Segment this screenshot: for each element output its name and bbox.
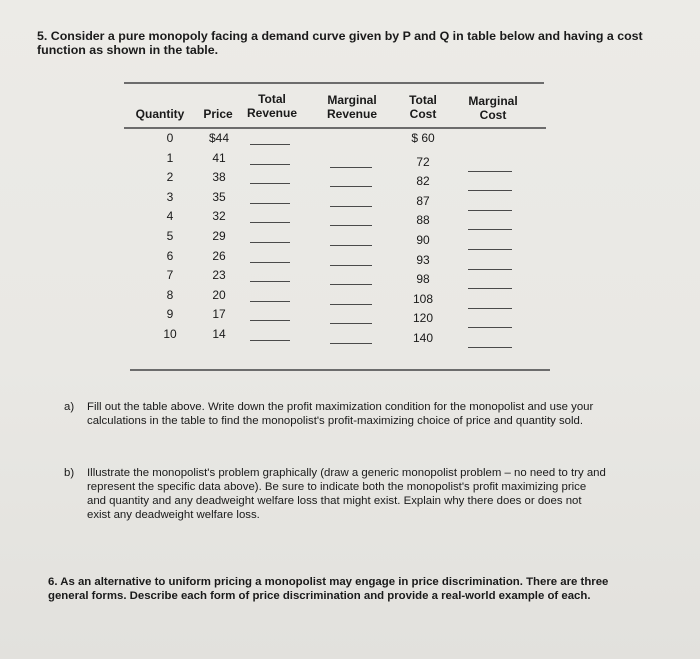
total-revenue-blank[interactable] <box>250 144 290 145</box>
marginal-cost-blank[interactable] <box>468 190 512 191</box>
quantity-cell: 2 <box>166 170 174 185</box>
question-6-prompt: 6. As an alternative to uniform pricing a monopolist may engage in price discrimination. There are three general forms. Describe each form of price discrimination and provide a real-world example of each. <box>48 576 609 602</box>
price-cell: 41 <box>212 150 226 165</box>
total-cost-cell: 98 <box>416 272 430 287</box>
price-cell: 35 <box>212 189 226 204</box>
marginal-revenue-blank[interactable] <box>330 186 372 187</box>
quantity-cell: 8 <box>166 287 174 302</box>
total-cost-cell: 90 <box>416 233 430 247</box>
total-cost-cell: 82 <box>416 174 430 189</box>
table-top-rule <box>124 82 544 84</box>
marginal-cost-blank[interactable] <box>468 288 512 289</box>
total-revenue-blank[interactable] <box>250 281 290 282</box>
question-5-prompt: 5. Consider a pure monopoly facing a demand curve given by P and Q in table below and having a cost function as shown in the table. <box>37 29 643 57</box>
marginal-cost-blank[interactable] <box>468 327 512 328</box>
part-a-text: Fill out the table above. Write down the profit maximization condition for the monopolist and use your calculations in the table to find the monopolist's profit-maximizing choice of price and quantity sold. <box>87 401 594 427</box>
marginal-revenue-blank[interactable] <box>330 245 372 246</box>
total-cost-cell: 87 <box>416 193 430 208</box>
total-cost-cell: $ 60 <box>411 131 435 145</box>
header-total-revenue: Total Revenue <box>246 92 298 120</box>
marginal-revenue-blank[interactable] <box>330 206 372 207</box>
quantity-cell: 0 <box>166 131 174 145</box>
marginal-cost-blank[interactable] <box>468 171 512 172</box>
total-cost-cell: 93 <box>416 252 430 267</box>
marginal-cost-blank[interactable] <box>468 347 512 348</box>
price-cell: 23 <box>212 268 226 283</box>
marginal-cost-blank[interactable] <box>468 229 512 230</box>
part-a-label: a) <box>64 401 75 413</box>
header-price: Price <box>203 107 233 121</box>
header-marginal-cost: Marginal Cost <box>468 94 518 122</box>
marginal-revenue-blank[interactable] <box>330 265 372 266</box>
table-header-rule <box>124 127 546 129</box>
marginal-revenue-blank[interactable] <box>330 225 372 226</box>
total-cost-cell: 72 <box>416 154 430 169</box>
marginal-cost-blank[interactable] <box>468 308 512 309</box>
price-cell: 32 <box>212 209 226 224</box>
marginal-cost-blank[interactable] <box>468 249 512 250</box>
total-cost-cell: 108 <box>412 291 434 306</box>
total-revenue-blank[interactable] <box>250 222 290 223</box>
quantity-cell: 3 <box>166 189 174 204</box>
marginal-revenue-blank[interactable] <box>330 284 372 285</box>
total-revenue-blank[interactable] <box>250 262 290 263</box>
price-cell: 29 <box>212 229 226 243</box>
total-cost-cell: 120 <box>412 311 434 326</box>
marginal-cost-blank[interactable] <box>468 210 512 211</box>
price-cell: 20 <box>212 287 226 302</box>
total-cost-cell: 88 <box>416 213 430 228</box>
price-cell: $44 <box>208 131 230 145</box>
price-cell: 17 <box>212 307 226 322</box>
quantity-cell: 6 <box>166 248 174 263</box>
marginal-revenue-blank[interactable] <box>330 304 372 305</box>
price-cell: 26 <box>212 248 226 263</box>
quantity-cell: 10 <box>163 327 177 341</box>
total-revenue-blank[interactable] <box>250 242 290 243</box>
total-revenue-blank[interactable] <box>250 203 290 204</box>
total-revenue-blank[interactable] <box>250 301 290 302</box>
marginal-revenue-blank[interactable] <box>330 167 372 168</box>
header-marginal-revenue: Marginal Revenue <box>326 93 378 121</box>
marginal-cost-blank[interactable] <box>468 269 512 270</box>
quantity-cell: 5 <box>166 229 174 243</box>
quantity-cell: 4 <box>166 209 174 224</box>
table-bottom-rule <box>130 369 550 371</box>
total-cost-cell: 140 <box>412 331 434 345</box>
price-cell: 14 <box>212 327 226 341</box>
quantity-cell: 1 <box>166 150 174 165</box>
total-revenue-blank[interactable] <box>250 164 290 165</box>
price-cell: 38 <box>212 170 226 185</box>
marginal-revenue-blank[interactable] <box>330 343 372 344</box>
part-b-text: Illustrate the monopolist's problem graphically (draw a generic monopolist problem – no need to try and represent the specific data above). Be sure to indicate both the monopolist's profit maximizing price and quantity and any deadweight welfare loss that might exist. Explain why there does or does not exist any deadweight welfare loss. <box>87 467 606 521</box>
quantity-cell: 9 <box>166 307 174 322</box>
quantity-cell: 7 <box>166 268 174 283</box>
header-quantity: Quantity <box>135 107 185 121</box>
total-revenue-blank[interactable] <box>250 340 290 341</box>
total-revenue-blank[interactable] <box>250 183 290 184</box>
header-total-cost: Total Cost <box>409 93 437 121</box>
part-b-label: b) <box>64 467 75 479</box>
marginal-revenue-blank[interactable] <box>330 323 372 324</box>
total-revenue-blank[interactable] <box>250 320 290 321</box>
